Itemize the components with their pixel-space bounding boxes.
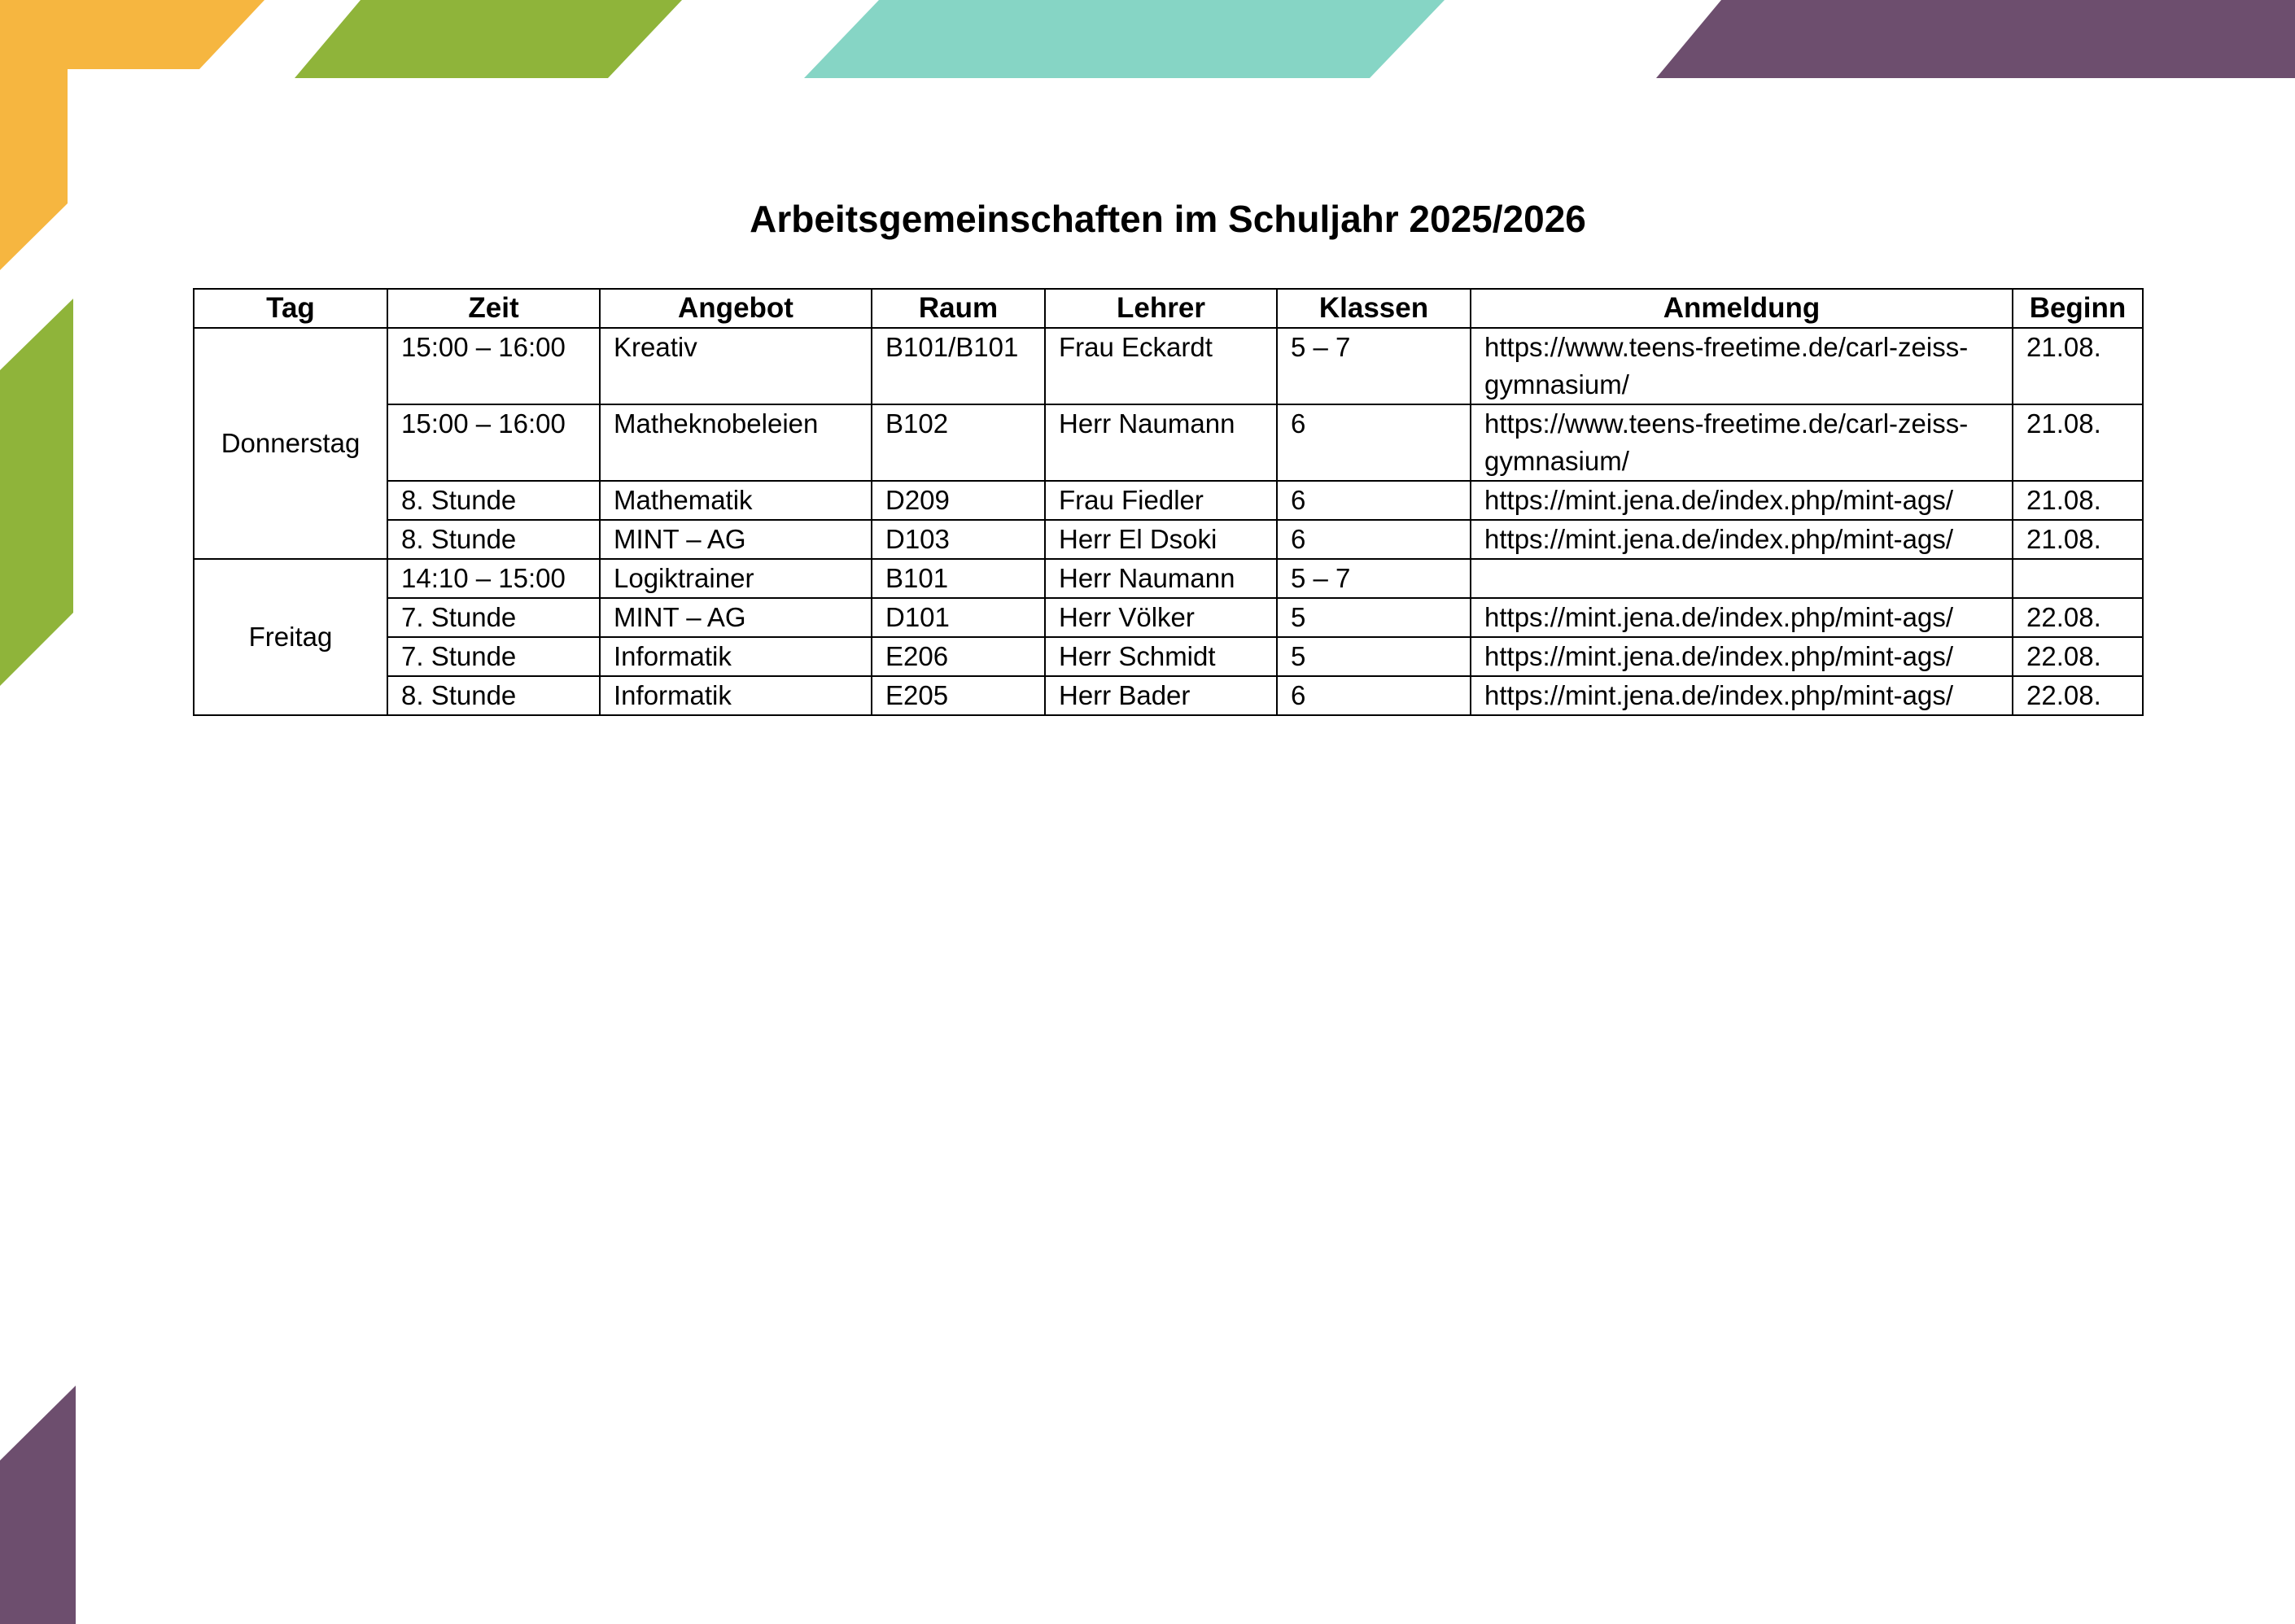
cell-klassen: 6 bbox=[1277, 520, 1471, 559]
cell-angebot: MINT – AG bbox=[600, 520, 872, 559]
cell-klassen: 5 – 7 bbox=[1277, 559, 1471, 598]
table-row bbox=[194, 328, 2143, 404]
cell-zeit: 7. Stunde bbox=[387, 598, 600, 637]
header-raum: Raum bbox=[872, 289, 1045, 328]
cell-lehrer: Frau Fiedler bbox=[1045, 481, 1277, 520]
cell-anmeldung-link[interactable]: https://mint.jena.de/index.php/mint-ags/ bbox=[1471, 598, 2013, 637]
table-row bbox=[194, 559, 2143, 598]
page-title: Arbeitsgemeinschaften im Schuljahr 2025/2026 bbox=[750, 198, 1586, 240]
cell-lehrer: Frau Eckardt bbox=[1045, 328, 1277, 404]
cell-anmeldung-link[interactable]: https://mint.jena.de/index.php/mint-ags/ bbox=[1471, 520, 2013, 559]
cell-angebot: Informatik bbox=[600, 676, 872, 715]
cell-raum: B101 bbox=[872, 559, 1045, 598]
cell-raum: B102 bbox=[872, 404, 1045, 481]
header-angebot: Angebot bbox=[600, 289, 872, 328]
table-row bbox=[194, 637, 2143, 676]
cell-raum: E206 bbox=[872, 637, 1045, 676]
table-header-row bbox=[194, 289, 2143, 328]
cell-klassen: 6 bbox=[1277, 404, 1471, 481]
cell-raum: D209 bbox=[872, 481, 1045, 520]
cell-beginn: 21.08. bbox=[2013, 328, 2143, 404]
cell-lehrer: Herr Völker bbox=[1045, 598, 1277, 637]
cell-lehrer: Herr El Dsoki bbox=[1045, 520, 1277, 559]
cell-lehrer: Herr Schmidt bbox=[1045, 637, 1277, 676]
table-row bbox=[194, 520, 2143, 559]
cell-beginn: 21.08. bbox=[2013, 481, 2143, 520]
cell-anmeldung-link[interactable]: https://www.teens-freetime.de/carl-zeiss-gymnasium/ bbox=[1471, 328, 2013, 404]
cell-beginn: 22.08. bbox=[2013, 598, 2143, 637]
header-zeit: Zeit bbox=[387, 289, 600, 328]
green-stripe-top bbox=[295, 0, 682, 78]
cell-raum: E205 bbox=[872, 676, 1045, 715]
table-row bbox=[194, 676, 2143, 715]
cell-klassen: 6 bbox=[1277, 481, 1471, 520]
cell-anmeldung-link[interactable]: https://mint.jena.de/index.php/mint-ags/ bbox=[1471, 637, 2013, 676]
header-klassen: Klassen bbox=[1277, 289, 1471, 328]
cell-zeit: 8. Stunde bbox=[387, 520, 600, 559]
cell-angebot: Informatik bbox=[600, 637, 872, 676]
cell-anmeldung bbox=[1471, 559, 2013, 598]
cell-beginn bbox=[2013, 559, 2143, 598]
cell-lehrer: Herr Naumann bbox=[1045, 404, 1277, 481]
teal-stripe-top bbox=[804, 0, 1445, 78]
cell-raum: D103 bbox=[872, 520, 1045, 559]
cell-zeit: 15:00 – 16:00 bbox=[387, 328, 600, 404]
cell-beginn: 22.08. bbox=[2013, 637, 2143, 676]
cell-angebot: Logiktrainer bbox=[600, 559, 872, 598]
cell-zeit: 8. Stunde bbox=[387, 481, 600, 520]
cell-anmeldung-link[interactable]: https://mint.jena.de/index.php/mint-ags/ bbox=[1471, 676, 2013, 715]
cell-zeit: 8. Stunde bbox=[387, 676, 600, 715]
table-row bbox=[194, 481, 2143, 520]
cell-angebot: MINT – AG bbox=[600, 598, 872, 637]
cell-beginn: 21.08. bbox=[2013, 404, 2143, 481]
cell-zeit: 14:10 – 15:00 bbox=[387, 559, 600, 598]
cell-klassen: 5 bbox=[1277, 598, 1471, 637]
table-row bbox=[194, 598, 2143, 637]
cell-klassen: 6 bbox=[1277, 676, 1471, 715]
cell-lehrer: Herr Bader bbox=[1045, 676, 1277, 715]
cell-beginn: 21.08. bbox=[2013, 520, 2143, 559]
purple-stripe-top bbox=[1656, 0, 2295, 78]
day-cell-donnerstag: Donnerstag bbox=[194, 328, 387, 559]
cell-angebot: Kreativ bbox=[600, 328, 872, 404]
green-stripe-left bbox=[0, 299, 73, 686]
cell-lehrer: Herr Naumann bbox=[1045, 559, 1277, 598]
cell-klassen: 5 – 7 bbox=[1277, 328, 1471, 404]
cell-raum: B101/B101 bbox=[872, 328, 1045, 404]
header-beginn: Beginn bbox=[2013, 289, 2143, 328]
purple-stripe-bottom bbox=[0, 1386, 76, 1624]
day-cell-freitag: Freitag bbox=[194, 559, 387, 715]
cell-zeit: 7. Stunde bbox=[387, 637, 600, 676]
table-row bbox=[194, 404, 2143, 481]
cell-beginn: 22.08. bbox=[2013, 676, 2143, 715]
ag-schedule-table bbox=[193, 288, 2144, 716]
cell-anmeldung-link[interactable]: https://www.teens-freetime.de/carl-zeiss-gymnasium/ bbox=[1471, 404, 2013, 481]
cell-zeit: 15:00 – 16:00 bbox=[387, 404, 600, 481]
cell-raum: D101 bbox=[872, 598, 1045, 637]
header-anmeldung: Anmeldung bbox=[1471, 289, 2013, 328]
cell-klassen: 5 bbox=[1277, 637, 1471, 676]
cell-anmeldung-link[interactable]: https://mint.jena.de/index.php/mint-ags/ bbox=[1471, 481, 2013, 520]
cell-angebot: Matheknobeleien bbox=[600, 404, 872, 481]
cell-angebot: Mathematik bbox=[600, 481, 872, 520]
header-lehrer: Lehrer bbox=[1045, 289, 1277, 328]
header-tag: Tag bbox=[194, 289, 387, 328]
